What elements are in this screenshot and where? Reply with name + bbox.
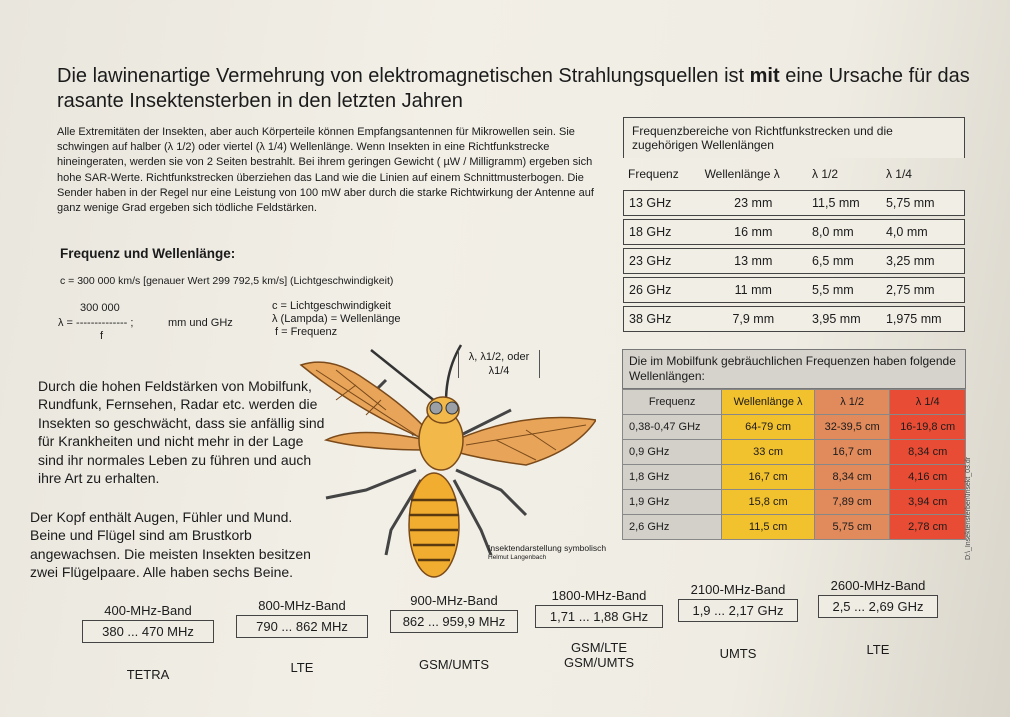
- band-name: 400-MHz-Band: [104, 603, 192, 618]
- cell: 16 mm: [700, 219, 807, 245]
- band-range: 862 ... 959,9 MHz: [390, 610, 518, 633]
- band-900: [390, 593, 518, 672]
- band-name: 800-MHz-Band: [258, 598, 346, 613]
- band-tech: UMTS: [719, 646, 757, 661]
- legend-c: c = Lichtgeschwindigkeit: [272, 300, 391, 312]
- band-range: 1,71 ... 1,88 GHz: [535, 605, 663, 628]
- band-range: 380 ... 470 MHz: [82, 620, 214, 643]
- mobile-frequency-table: [622, 349, 966, 540]
- cell: 15,8 cm: [722, 490, 814, 515]
- formula-numerator: 300 000: [80, 302, 120, 314]
- band-name: 900-MHz-Band: [410, 593, 498, 608]
- column-header: Frequenz: [628, 167, 679, 181]
- bee-caption: [488, 543, 606, 563]
- cell: 64-79 cm: [722, 415, 814, 440]
- table-row: [623, 306, 965, 332]
- cell: 0,9 GHz: [623, 440, 722, 465]
- cell: 1,8 GHz: [623, 465, 722, 490]
- column-header: Frequenz: [623, 390, 722, 415]
- title-text-start: Die lawinenartige Vermehrung von elektromagnetischen Strahlungsquellen ist: [57, 65, 750, 87]
- cell: 23 mm: [700, 190, 807, 216]
- file-path-note: D:\_Insektensterben\Insekt_03.dr: [965, 456, 972, 560]
- band-tech: GSM/UMTS: [418, 657, 490, 672]
- column-header: λ 1/4: [890, 390, 966, 415]
- title-text-end: eine Ursache für das rasante Insektensterben in den letzten Jahren: [57, 65, 970, 112]
- column-header: λ 1/4: [885, 167, 912, 181]
- cell: 16,7 cm: [722, 465, 814, 490]
- speed-of-light-formula: c = 300 000 km/s [genauer Wert 299 792,5 km/s] (Lichtgeschwindigkeit): [60, 275, 394, 287]
- column-header: Wellenlänge λ: [722, 390, 814, 415]
- column-header: λ 1/2: [814, 390, 890, 415]
- radio-relay-caption: Frequenzbereiche von Richtfunkstrecken und die zugehörigen Wellenlängen: [623, 117, 965, 158]
- table-row: [623, 248, 965, 274]
- cell: 3,95 mm: [807, 306, 881, 332]
- legend-f: f = Frequenz: [275, 326, 338, 338]
- band-1800: [535, 588, 663, 670]
- cell: 8,34 cm: [814, 465, 890, 490]
- cell: 8,34 cm: [890, 440, 966, 465]
- band-tech: TETRA: [126, 667, 170, 682]
- cell: 33 cm: [722, 440, 814, 465]
- cell: 1,975 mm: [881, 306, 965, 332]
- page-title: [57, 64, 987, 114]
- cell: 7,89 cm: [814, 490, 890, 515]
- radio-relay-table: [623, 117, 965, 335]
- band-800: [236, 598, 368, 675]
- cell: 16-19,8 cm: [890, 415, 966, 440]
- table-row: [623, 190, 965, 216]
- band-name: 2600-MHz-Band: [830, 578, 926, 593]
- cell: 3,25 mm: [881, 248, 965, 274]
- formula-lambda: λ = -------------- ;: [58, 317, 134, 329]
- mobile-frequency-grid: [622, 389, 966, 540]
- legend-lambda: λ (Lampda) = Wellenlänge: [272, 313, 401, 325]
- band-tech: GSM/LTE GSM/UMTS: [563, 640, 635, 670]
- band-name: 2100-MHz-Band: [690, 582, 786, 597]
- band-range: 790 ... 862 MHz: [236, 615, 368, 638]
- lambda-label: λ, λ1/2, oder λ1/4: [458, 350, 540, 378]
- cell: 13 mm: [700, 248, 807, 274]
- cell: 11,5 mm: [807, 190, 881, 216]
- column-header: Wellenlänge λ: [704, 167, 780, 181]
- band-tech: LTE: [866, 642, 890, 657]
- title-emphasis: mit: [749, 65, 780, 87]
- cell: 2,78 cm: [890, 515, 966, 540]
- cell: 3,94 cm: [890, 490, 966, 515]
- cell: 0,38-0,47 GHz: [623, 415, 722, 440]
- anatomy-paragraph: Der Kopf enthält Augen, Fühler und Mund. Beine und Flügel sind am Brustkorb angewachsen. Die meisten Insekten besitzen zwei Flügelpaare. Alle haben sechs Beine.: [30, 509, 311, 581]
- cell: 26 GHz: [623, 277, 700, 303]
- effects-paragraph: Durch die hohen Feldstärken von Mobilfunk, Rundfunk, Fernsehen, Radar etc. werden die Insekten so geschwächt, dass sie anfällig sind für Krankheiten und nicht mehr in der Lage sind ihr normales Leben zu führen und auch ihre Art zu erhalten.: [38, 378, 325, 487]
- cell: 7,9 mm: [700, 306, 807, 332]
- cell: 18 GHz: [623, 219, 700, 245]
- cell: 4,16 cm: [890, 465, 966, 490]
- band-tech: LTE: [290, 660, 314, 675]
- cell: 5,75 cm: [814, 515, 890, 540]
- cell: 2,6 GHz: [623, 515, 722, 540]
- formula-legend: [272, 300, 401, 339]
- band-400: [82, 603, 214, 682]
- bee-caption-text: Insektendarstellung symbolisch: [488, 543, 607, 553]
- table-header-row: [623, 390, 966, 415]
- cell: 4,0 mm: [881, 219, 965, 245]
- cell: 6,5 mm: [807, 248, 881, 274]
- table-row: [623, 277, 965, 303]
- column-header: λ 1/2: [812, 167, 839, 181]
- radio-relay-grid: [623, 158, 965, 335]
- band-range: 1,9 ... 2,17 GHz: [678, 599, 798, 622]
- cell: 32-39,5 cm: [814, 415, 890, 440]
- table-row: [623, 440, 966, 465]
- formula-units: mm und GHz: [168, 317, 233, 329]
- bee-author: Helmut Langenbach: [488, 554, 547, 561]
- formula-denominator: f: [100, 330, 104, 342]
- band-2100: [678, 582, 798, 661]
- cell: 23 GHz: [623, 248, 700, 274]
- frequency-header: Frequenz und Wellenlänge:: [60, 246, 236, 261]
- band-range: 2,5 ... 2,69 GHz: [818, 595, 938, 618]
- cell: 11,5 cm: [722, 515, 814, 540]
- cell: 13 GHz: [623, 190, 700, 216]
- cell: 38 GHz: [623, 306, 700, 332]
- cell: 1,9 GHz: [623, 490, 722, 515]
- band-2600: [818, 578, 938, 657]
- table-header-row: [623, 161, 965, 187]
- table-row: [623, 219, 965, 245]
- cell: 8,0 mm: [807, 219, 881, 245]
- cell: 2,75 mm: [881, 277, 965, 303]
- table-row: [623, 415, 966, 440]
- table-row: [623, 515, 966, 540]
- table-row: [623, 490, 966, 515]
- intro-paragraph: Alle Extremitäten der Insekten, aber auch Körperteile können Empfangsantennen für Mikrowellen sein. Sie schwingen auf halber (λ 1/2) oder viertel (λ 1/4) Wellenlänge. Wenn Insekten in eine Richtfunkstrecke hineingeraten, werden sie von 2 Seiten bestrahlt. Bei ihrem geringen Gewicht ( µW / Milligramm) ergeben sich hohe SAR-Werte. Richtfunkstrecken überziehen das Land wie die Linien auf einem Schnittmusterbogen. Die Sender haben in der Regel nur eine Leistung von 100 mW aber durch die starke Richtwirkung der Antenne auf ganz wenige Grad ergeben sich tödliche Feldstärken.: [57, 126, 594, 215]
- cell: 11 mm: [700, 277, 807, 303]
- cell: 5,5 mm: [807, 277, 881, 303]
- mobile-frequency-caption: Die im Mobilfunk gebräuchlichen Frequenzen haben folgende Wellenlängen:: [622, 349, 966, 389]
- cell: 16,7 cm: [814, 440, 890, 465]
- cell: 5,75 mm: [881, 190, 965, 216]
- band-name: 1800-MHz-Band: [551, 588, 647, 603]
- table-row: [623, 465, 966, 490]
